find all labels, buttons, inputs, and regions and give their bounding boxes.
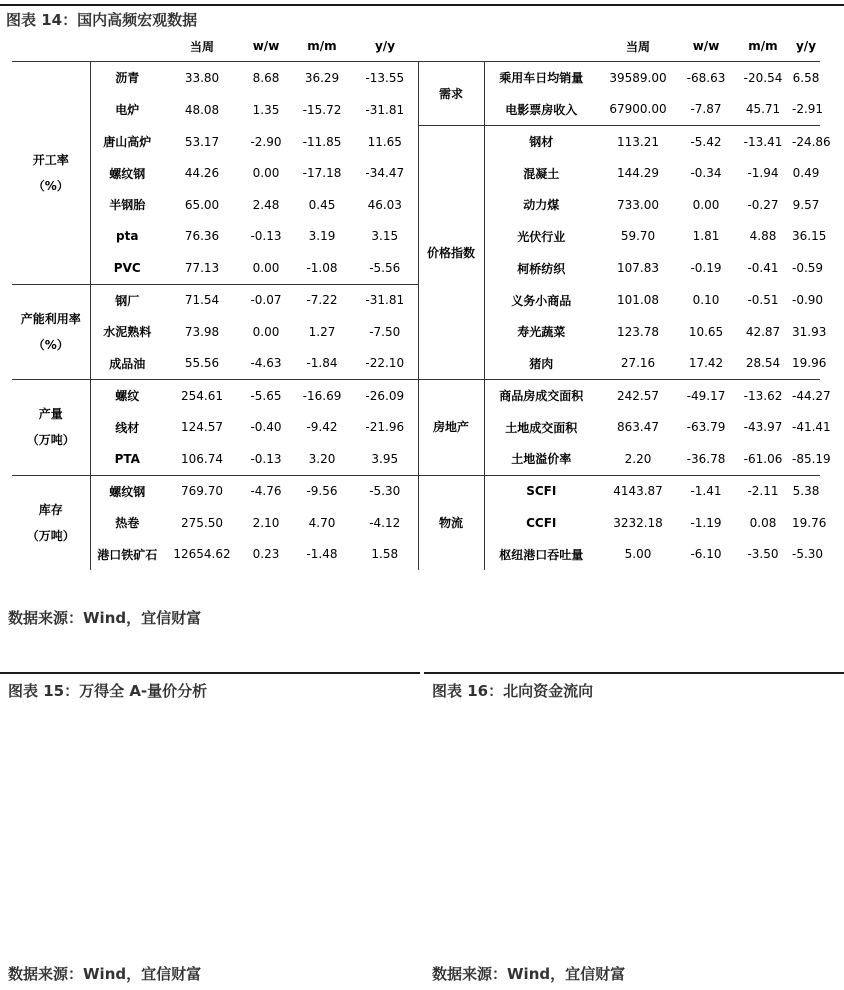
value-cell: 0.00 — [252, 260, 280, 275]
row-label: 商品房成交面积 — [484, 380, 598, 412]
value-cell: 101.08 — [617, 293, 659, 307]
row-label: CCFI — [526, 515, 557, 530]
value-cell: -0.51 — [747, 293, 779, 307]
northbound-flow-chart — [424, 700, 844, 958]
value-cell: -36.78 — [686, 451, 726, 466]
group-label: 开工率 （%） — [12, 62, 90, 285]
value-cell: 46.03 — [352, 189, 418, 221]
row-label: 土地溢价率 — [511, 452, 572, 467]
value-cell: -0.34 — [690, 166, 722, 181]
group-label: 价格指数 — [418, 126, 484, 380]
value-cell: -68.63 — [678, 62, 734, 94]
table-row — [12, 475, 820, 507]
value-cell: 0.00 — [692, 197, 720, 212]
column-header: 当周 — [625, 39, 650, 54]
table-row — [12, 126, 820, 158]
value-cell: 73.98 — [184, 324, 220, 339]
value-cell: 106.74 — [181, 451, 223, 466]
table-row — [12, 380, 820, 412]
value-cell: 6.58 — [792, 62, 820, 94]
value-cell: 1.58 — [352, 539, 418, 571]
row-label: 唐山高炉 — [103, 135, 152, 149]
value-cell: -16.69 — [292, 380, 352, 412]
value-cell: -2.90 — [250, 134, 282, 149]
value-cell: 123.78 — [617, 324, 659, 339]
header-blank — [90, 31, 164, 62]
value-cell: 71.54 — [164, 284, 240, 316]
value-cell: -6.10 — [690, 547, 722, 562]
row-label: 沥青 — [90, 62, 164, 94]
row-label: 动力煤 — [523, 198, 560, 213]
value-cell: 0.00 — [252, 166, 280, 181]
value-cell: -1.08 — [306, 260, 338, 275]
value-cell: -1.48 — [306, 547, 338, 562]
value-cell: -13.55 — [352, 62, 418, 94]
value-cell: 45.71 — [745, 102, 781, 117]
table-row — [12, 316, 820, 348]
value-cell: -15.72 — [302, 102, 342, 117]
value-cell: 2.10 — [252, 515, 280, 530]
value-cell: -5.56 — [352, 252, 418, 284]
figure-16-source: 数据来源：Wind，宜信财富 — [432, 965, 626, 983]
group-label: 需求 — [418, 62, 484, 126]
row-label: 枢纽港口吞吐量 — [499, 547, 584, 562]
value-cell: 254.61 — [164, 380, 240, 412]
value-cell: -5.30 — [792, 547, 824, 562]
header-blank — [12, 31, 90, 62]
column-header: y/y — [374, 39, 396, 53]
row-label: 光伏行业 — [517, 229, 566, 244]
column-header: w/w — [252, 39, 280, 53]
row-label: 港口铁矿石 — [97, 547, 158, 562]
value-cell: -7.87 — [690, 102, 722, 117]
value-cell: 4.88 — [749, 229, 777, 244]
value-cell: 53.17 — [184, 134, 220, 149]
value-cell: -0.90 — [792, 293, 824, 307]
row-label: 钢厂 — [90, 284, 164, 316]
value-cell: 33.80 — [164, 62, 240, 94]
group-label: 库存 （万吨） — [12, 475, 90, 570]
value-cell: 4143.87 — [598, 475, 678, 507]
row-label: 混凝土 — [523, 166, 560, 181]
column-header: w/w — [692, 39, 720, 53]
row-label: 热卷 — [115, 516, 140, 531]
value-cell: 769.70 — [164, 475, 240, 507]
row-label: 乘用车日均销量 — [484, 62, 598, 94]
table-row — [12, 62, 820, 94]
value-cell: -7.50 — [352, 316, 418, 348]
row-label: 柯桥纺织 — [517, 261, 566, 276]
value-cell: 1.27 — [308, 324, 336, 339]
value-cell: -0.59 — [792, 261, 824, 275]
value-cell: -2.11 — [734, 475, 792, 507]
value-cell: 3.15 — [352, 221, 418, 253]
row-label: 土地成交面积 — [505, 420, 578, 435]
column-header: y/y — [795, 39, 817, 53]
figure-16-title: 图表 16：北向资金流向 — [432, 682, 594, 700]
value-cell: -0.41 — [747, 261, 779, 275]
value-cell: 28.54 — [745, 356, 781, 371]
value-cell: 3.19 — [308, 229, 336, 244]
value-cell: -41.41 — [792, 420, 831, 435]
top-rule — [0, 4, 844, 6]
value-cell: -9.42 — [306, 420, 338, 435]
value-cell: 0.08 — [749, 515, 777, 530]
figure-14-title: 图表 14：国内高频宏观数据 — [6, 11, 198, 29]
table-row — [12, 412, 820, 444]
value-cell: 3.95 — [352, 443, 418, 475]
value-cell: -17.18 — [302, 166, 342, 181]
row-label: 义务小商品 — [511, 293, 572, 308]
value-cell: 5.38 — [792, 475, 820, 507]
group-label: 房地产 — [418, 380, 484, 476]
value-cell: -1.41 — [678, 475, 734, 507]
row-label: pta — [116, 229, 139, 244]
value-cell: 27.16 — [620, 356, 656, 371]
row-label: 线材 — [115, 420, 140, 435]
value-cell: 275.50 — [181, 515, 223, 530]
value-cell: 124.57 — [181, 420, 223, 435]
group-label: 产能利用率 （%） — [12, 284, 90, 380]
value-cell: 44.26 — [184, 166, 220, 181]
table-row — [12, 284, 820, 316]
value-cell: -63.79 — [686, 420, 726, 435]
value-cell: 11.65 — [352, 126, 418, 158]
table-row — [12, 94, 820, 126]
value-cell: 19.96 — [792, 356, 827, 371]
row-label: 猪肉 — [529, 356, 554, 371]
value-cell: 12654.62 — [173, 547, 231, 562]
table-row — [12, 252, 820, 284]
value-cell: -0.07 — [240, 284, 292, 316]
value-cell: 1.35 — [252, 102, 280, 117]
value-cell: -3.50 — [747, 547, 779, 562]
value-cell: -1.19 — [690, 515, 722, 530]
row-label: 成品油 — [109, 356, 146, 371]
figure-15-source: 数据来源：Wind，宜信财富 — [8, 965, 202, 983]
row-label: 螺纹 — [90, 380, 164, 412]
value-cell: -26.09 — [352, 380, 418, 412]
row-label: PTA — [114, 451, 140, 466]
value-cell: -13.41 — [734, 126, 792, 158]
value-cell: 0.49 — [792, 166, 820, 181]
header-blank — [418, 31, 484, 62]
figure-14-source: 数据来源：Wind，宜信财富 — [8, 609, 202, 627]
value-cell: -9.56 — [292, 475, 352, 507]
row-label: 电影票房收入 — [505, 102, 578, 117]
value-cell: 59.70 — [620, 229, 656, 244]
value-cell: 0.45 — [308, 197, 336, 212]
value-cell: -61.06 — [743, 451, 783, 466]
table-row — [12, 158, 820, 190]
value-cell: 0.23 — [252, 547, 280, 562]
value-cell: -4.63 — [250, 356, 282, 371]
value-cell: 107.83 — [617, 261, 659, 275]
value-cell: -0.40 — [250, 420, 282, 435]
value-cell: 17.42 — [688, 356, 724, 371]
value-cell: 55.56 — [184, 356, 220, 371]
value-cell: 48.08 — [184, 102, 220, 117]
value-cell: -0.13 — [250, 451, 282, 466]
value-cell: -24.86 — [792, 126, 820, 158]
value-cell: -20.54 — [734, 62, 792, 94]
value-cell: -4.76 — [240, 475, 292, 507]
fig16-top-rule — [424, 672, 844, 674]
value-cell: -0.13 — [250, 229, 282, 244]
value-cell: 36.29 — [292, 62, 352, 94]
value-cell: 39589.00 — [598, 62, 678, 94]
value-cell: 36.15 — [792, 229, 827, 244]
value-cell: -0.19 — [690, 261, 722, 275]
table-row — [12, 348, 820, 380]
value-cell: -2.91 — [792, 102, 824, 117]
value-cell: -43.97 — [743, 420, 783, 435]
table-row — [12, 539, 820, 571]
value-cell: -5.42 — [678, 126, 734, 158]
value-cell: 1.81 — [692, 229, 720, 244]
row-label: 螺纹钢 — [109, 166, 146, 181]
value-cell: -5.30 — [352, 475, 418, 507]
table-row — [12, 443, 820, 475]
value-cell: 67900.00 — [609, 102, 667, 117]
value-cell: 3.20 — [308, 451, 336, 466]
value-cell: -85.19 — [792, 451, 831, 466]
value-cell: 31.93 — [792, 324, 827, 339]
value-cell: 76.36 — [184, 229, 220, 244]
group-label: 产量 （万吨） — [12, 380, 90, 476]
value-cell: -4.12 — [352, 507, 418, 539]
value-cell: 3232.18 — [613, 515, 663, 530]
row-label: 水泥熟料 — [103, 325, 152, 340]
value-cell: 42.87 — [745, 324, 781, 339]
value-cell: -7.22 — [292, 284, 352, 316]
value-cell: 0.10 — [692, 293, 720, 307]
row-label: 电炉 — [115, 103, 140, 117]
value-cell: -5.65 — [240, 380, 292, 412]
table-row — [12, 221, 820, 253]
value-cell: 77.13 — [184, 260, 220, 275]
macro-data-table — [12, 31, 831, 570]
group-label: 物流 — [418, 475, 484, 570]
value-cell: -22.10 — [352, 348, 418, 380]
value-cell: -31.81 — [352, 284, 418, 316]
column-header: m/m — [307, 39, 337, 53]
header-blank — [484, 31, 598, 62]
value-cell: -44.27 — [792, 380, 820, 412]
value-cell: -21.96 — [352, 412, 418, 444]
row-label: 半钢胎 — [109, 198, 146, 213]
value-cell: 242.57 — [598, 380, 678, 412]
value-cell: 8.68 — [240, 62, 292, 94]
wind-a-volume-price-chart — [0, 700, 420, 958]
value-cell: 2.20 — [624, 451, 652, 466]
value-cell: -13.62 — [734, 380, 792, 412]
value-cell: 65.00 — [184, 197, 220, 212]
value-cell: -34.47 — [352, 158, 418, 190]
value-cell: 733.00 — [617, 197, 659, 212]
fig15-top-rule — [0, 672, 420, 674]
value-cell: 144.29 — [617, 166, 659, 181]
table-row — [12, 507, 820, 539]
value-cell: 9.57 — [792, 197, 820, 212]
column-header: m/m — [748, 39, 778, 53]
value-cell: 5.00 — [624, 547, 652, 562]
row-label: 螺纹钢 — [90, 475, 164, 507]
value-cell: 2.48 — [252, 197, 280, 212]
value-cell: 19.76 — [792, 515, 827, 530]
row-label: SCFI — [484, 475, 598, 507]
row-label: 钢材 — [484, 126, 598, 158]
column-header: 当周 — [189, 39, 214, 54]
value-cell: -49.17 — [678, 380, 734, 412]
figure-15-title: 图表 15：万得全 A-量价分析 — [8, 682, 208, 700]
value-cell: 10.65 — [688, 324, 724, 339]
row-label: PVC — [113, 260, 141, 275]
value-cell: 113.21 — [598, 126, 678, 158]
value-cell: -11.85 — [302, 134, 342, 149]
value-cell: 0.00 — [252, 324, 280, 339]
value-cell: -1.94 — [747, 166, 779, 181]
value-cell: 4.70 — [308, 515, 336, 530]
value-cell: -31.81 — [352, 94, 418, 126]
table-row — [12, 189, 820, 221]
value-cell: 863.47 — [617, 420, 659, 435]
row-label: 寿光蔬菜 — [517, 325, 566, 340]
value-cell: -0.27 — [747, 197, 779, 212]
value-cell: -1.84 — [306, 356, 338, 371]
